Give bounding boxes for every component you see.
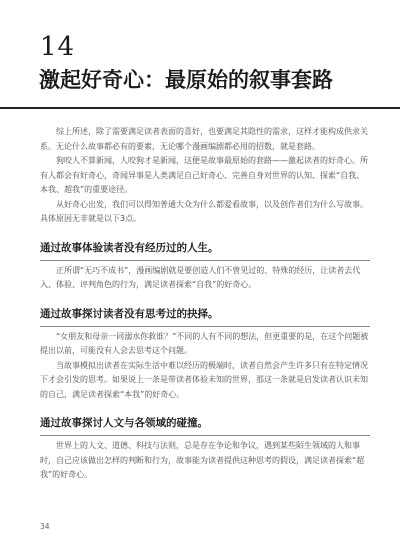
paragraph: 狗咬人不算新闻，人咬狗才是新闻，这便是故事最原始的套路——激起读者的好奇心。所有人都会有好奇心，奇闻异事是人类满足自己好奇心、完善自身对世界的认知、探索“自我、本我、超我”的重要途径。: [40, 156, 368, 194]
section-heading: 通过故事探讨人文与各领域的碰撞。: [40, 415, 370, 436]
paragraph: 世界上的人文、道德、科技与法则，总是存在争论和争议，遇到某些陌生领域的人和事时，自己应该做出怎样的判断和行为，故事能为读者提供这种思考的假设，满足读者探索“超我”的好奇心。: [40, 441, 365, 479]
paragraph: 正所谓“无巧不成书”，漫画编剧就是要创造人们不曾见过的、特殊的经历，让读者去代入、体验、评判角色的行为，满足读者探索“自我”的好奇心。: [40, 265, 361, 289]
page-number: 34: [40, 522, 50, 531]
paragraph: 综上所述，除了需要满足读者表面的喜好，也要满足其隐性的需求，这样才能构成供求关系。无论什么故事都必有的要素，无论哪个漫画编剧都必用的招数，就是套路。: [40, 127, 368, 151]
paragraph: 从好奇心出发，我们可以得知普通大众为什么都爱看故事，以及创作者们为什么写故事。具体原因无非就是以下3点。: [40, 199, 368, 223]
section-heading: 通过故事体验读者没有经历过的人生。: [40, 240, 370, 261]
paragraph: 当故事模拟出读者在实际生活中难以经历的极端时，读者自然会产生许多只有在特定情况下才会引发的思考。如果说上一条是带读者体验未知的世界，那这一条就是启发读者认识未知的自己，满足读者探索“本我”的好奇心。: [40, 360, 368, 399]
title-divider: [0, 107, 400, 109]
paragraph: “女朋友和母亲一同溺水你救谁？”不同的人有不同的想法，但更重要的是，在这个问题被提出以前，可能没有人会去思考这个问题。: [40, 331, 369, 355]
body-text: [40, 125, 370, 483]
chapter-number: 14: [40, 32, 76, 62]
section-heading: 通过故事探讨读者没有思考过的抉择。: [40, 306, 370, 327]
chapter-title: 激起好奇心：最原始的叙事套路: [39, 68, 333, 92]
